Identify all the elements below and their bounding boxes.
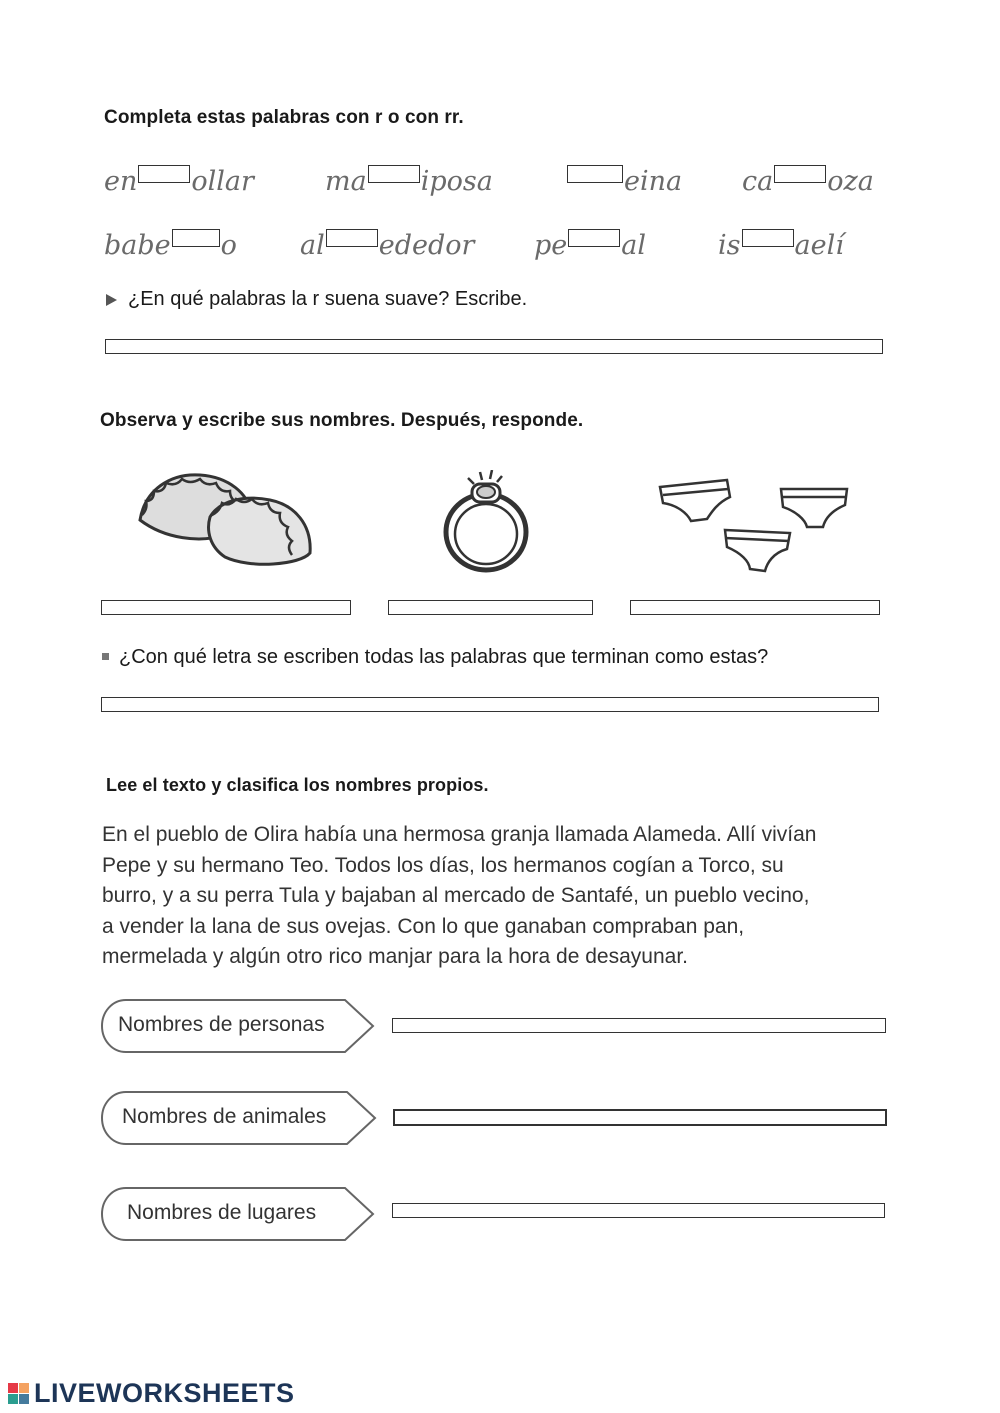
word-item [300,229,474,259]
letter-blank-input[interactable] [742,229,794,247]
section1-heading: Completa estas palabras con r o con rr. [104,107,464,128]
word-prefix: al [300,230,325,261]
word-item [742,165,874,195]
paragraph-line: burro, y a su perra Tula y bajaban al mercado de Santafé, un pueblo vecino, [102,884,810,907]
section1-question: ¿En qué palabras la r suena suave? Escribe. [128,288,528,310]
places-answer-input[interactable] [392,1203,885,1218]
letter-blank-input[interactable] [172,229,220,247]
word-prefix: en [104,166,138,197]
letter-answer-input[interactable] [101,697,879,712]
briefs-illustration [655,475,855,577]
word-suffix: oza [827,166,874,197]
liveworksheets-logo-text: LIVEWORKSHEETS [34,1378,295,1408]
places-label: Nombres de lugares [127,1201,317,1224]
word-suffix: ollar [191,166,254,197]
word-item [566,165,682,195]
animals-answer-input[interactable] [393,1109,887,1126]
liveworksheets-logo-icon [8,1383,30,1405]
letter-blank-input[interactable] [774,165,826,183]
word-item [104,165,254,195]
word-suffix: eina [624,166,683,197]
word-suffix: aelí [794,230,844,261]
word-item [104,229,237,259]
word-suffix: ededor [378,230,475,261]
persons-label: Nombres de personas [118,1013,325,1036]
word-item [325,165,493,195]
section2-heading: Observa y escribe sus nombres. Después, responde. [100,410,584,431]
section2-question: ¿Con qué letra se escriben todas las palabras que terminan como estas? [119,646,769,668]
reading-paragraph [102,820,902,973]
ring-name-input[interactable] [388,600,593,615]
briefs-name-input[interactable] [630,600,880,615]
word-item [718,229,844,259]
word-prefix: is [718,230,741,261]
paragraph-line: Pepe y su hermano Teo. Todos los días, los hermanos cogían a Torco, su [102,853,784,877]
square-bullet-icon [102,653,109,660]
word-prefix: ca [742,166,774,197]
letter-blank-input[interactable] [567,165,623,183]
empanadas-illustration [130,465,330,577]
word-suffix: al [621,230,646,261]
letter-blank-input[interactable] [568,229,620,247]
word-prefix: ma [325,166,367,197]
word-prefix: pe [534,230,568,261]
triangle-bullet-icon [104,293,118,307]
paragraph-line: a vender la lana de sus ovejas. Con lo que ganaban compraban pan, [102,914,745,938]
letter-blank-input[interactable] [138,165,190,183]
word-suffix: iposa [420,166,493,197]
word-suffix: o [220,230,237,261]
animals-label: Nombres de animales [122,1105,327,1128]
empanadas-name-input[interactable] [101,600,351,615]
paragraph-line: En el pueblo de Olira había una hermosa granja llamada Alameda. Allí vivían [102,823,817,846]
ring-illustration [440,470,532,576]
word-item [534,229,646,259]
word-prefix: babe [104,230,171,261]
letter-blank-input[interactable] [368,165,420,183]
persons-answer-input[interactable] [392,1018,886,1033]
letter-blank-input[interactable] [326,229,378,247]
soft-r-answer-input[interactable] [105,339,883,354]
section3-heading: Lee el texto y clasifica los nombres propios. [106,775,489,795]
paragraph-line: mermelada y algún otro rico manjar para la hora de desayunar. [102,945,688,968]
